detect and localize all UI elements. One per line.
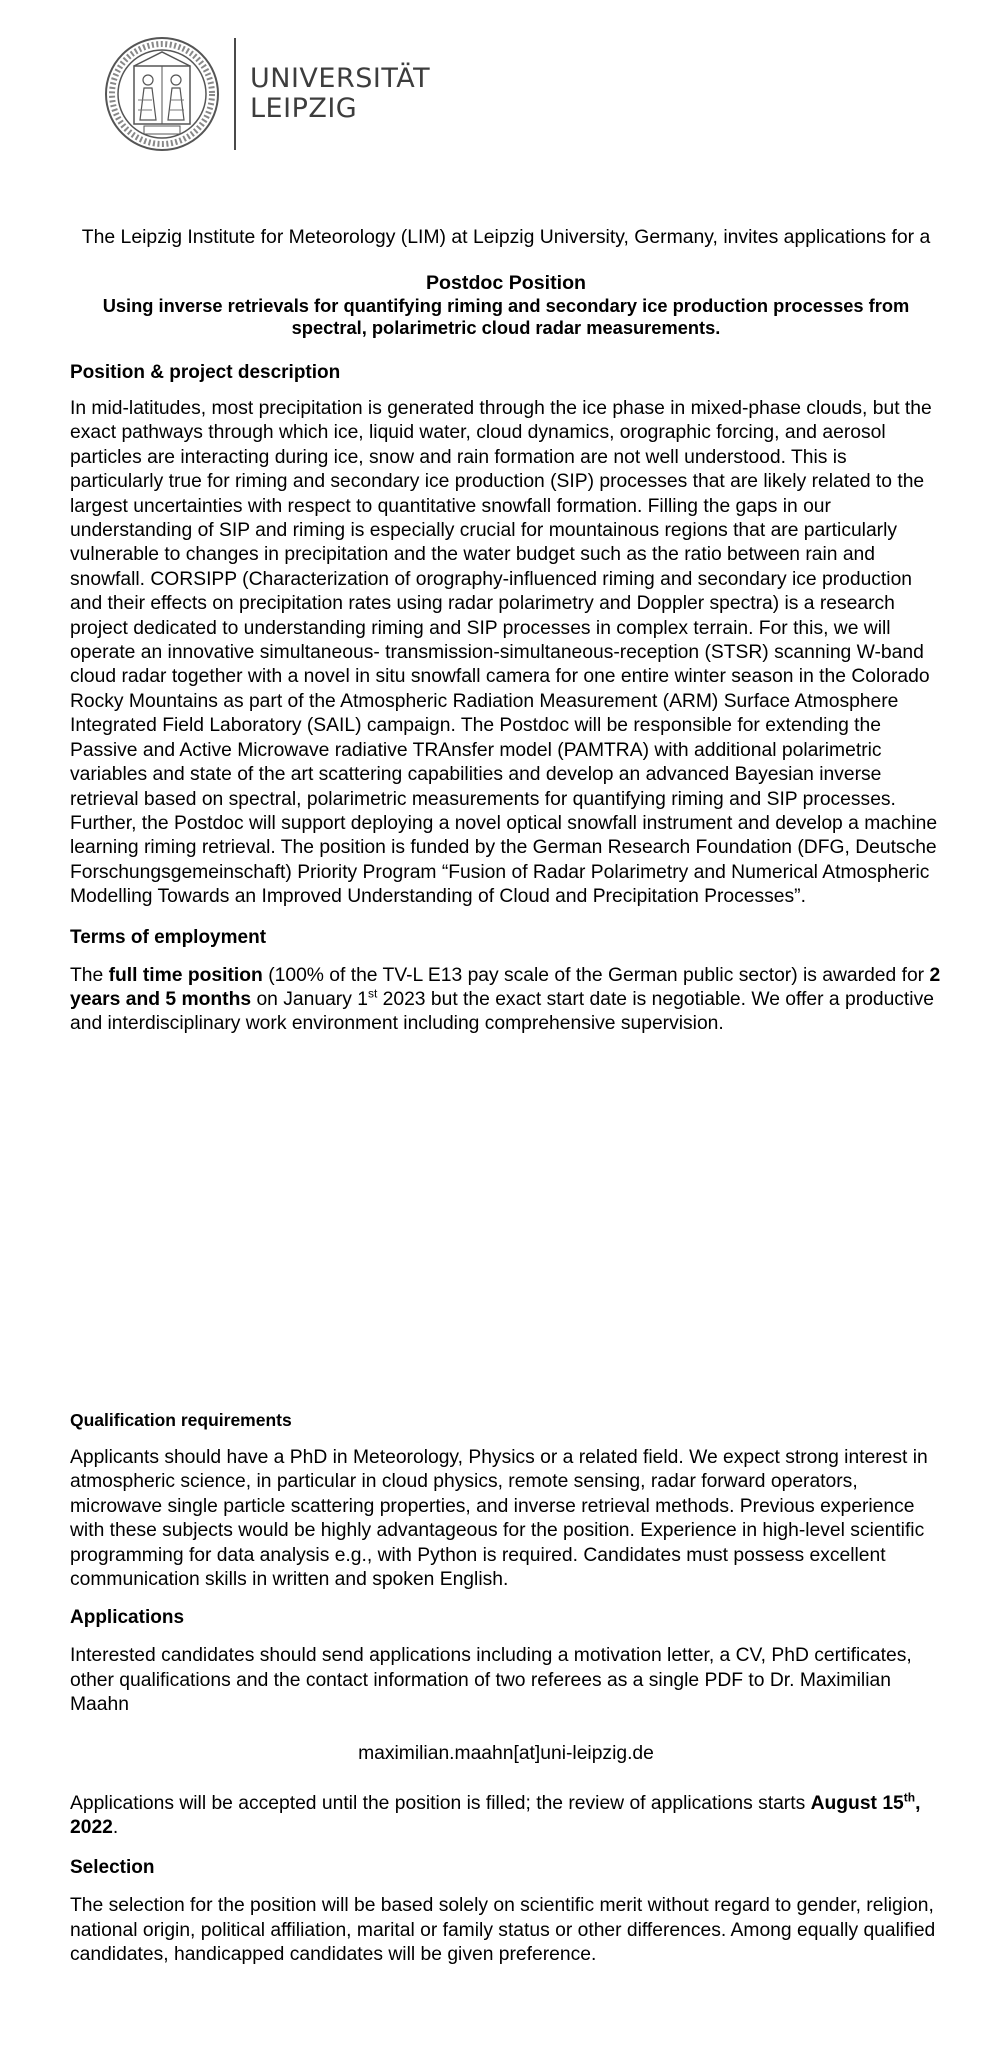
deadline-text: Applications will be accepted until the position is filled; the review of applications starts xyxy=(70,1792,811,1814)
terms-text-3: on January 1 xyxy=(251,988,368,1010)
terms-fulltime: full time position xyxy=(108,964,263,986)
terms-description xyxy=(70,964,942,1037)
section-applications xyxy=(70,1606,942,1840)
terms-text-2: (100% of the TV-L E13 pay scale of the German public sector) is awarded for xyxy=(262,964,930,986)
deadline-date-year: , 2022 xyxy=(70,1792,921,1839)
section-position xyxy=(70,361,942,910)
wordmark-line-1: UNIVERSITÄT xyxy=(250,63,431,94)
university-wordmark xyxy=(250,64,430,124)
section-qualification xyxy=(70,1408,942,1592)
qualification-text: Applicants should have a PhD in Meteorology, Physics or a related field. We expect strong interest in atmospheric science, in particular in cloud physics, remote sensing, radar forward operators, microwave single particle scattering properties, and inverse retrieval methods. Previous experience with these subjects would be highly advantageous for the position. Experience in high-level scientific programming for data analysis e.g., with Python is required. Candidates must possess excellent communication skills in written and spoken English. xyxy=(70,1447,928,1591)
qualification-heading: Qualification requirements xyxy=(70,1410,292,1430)
contact-email[interactable]: maximilian.maahn[at]uni-leipzig.de xyxy=(358,1742,654,1764)
selection-text: The selection for the position will be based solely on scientific merit without regard to gender, religion, national origin, political affiliation, marital or family status or other differences. Among equally qualified candidates, handicapped candidates will be given preference. xyxy=(70,1895,936,1966)
terms-duration: 2 years and 5 months xyxy=(70,964,941,1010)
terms-heading: Terms of employment xyxy=(70,926,267,948)
terms-text-4: 2023 but the exact start date is negotiable. We offer a productive and interdisciplinary work environment including comprehensive supervision. xyxy=(70,988,934,1035)
lower-content xyxy=(70,1408,942,1968)
deadline-end: . xyxy=(112,1817,119,1839)
intro-text: The Leipzig Institute for Meteorology (LIM) at Leipzig University, Germany, invites applications for a xyxy=(81,226,931,248)
position-subtitle: Using inverse retrievals for quantifying riming and secondary ice production processes from spectral, polarimetric cloud radar measurements. xyxy=(102,295,910,338)
position-heading: Position & project description xyxy=(70,362,341,383)
university-seal-icon xyxy=(104,36,220,152)
applications-deadline xyxy=(70,1792,942,1841)
wordmark-line-2: LEIPZIG xyxy=(250,93,358,124)
terms-ordinal: st xyxy=(367,986,378,1001)
applications-text: Interested candidates should send applications including a motivation letter, a CV, PhD certificates, other qualifications and the contact information of two referees as a single PDF to Dr. Maximilian Maahn xyxy=(70,1645,912,1716)
page-title: Postdoc Position xyxy=(425,272,587,294)
applications-heading: Applications xyxy=(70,1607,185,1629)
position-description: In mid-latitudes, most precipitation is generated through the ice phase in mixed-phase clouds, but the exact pathways through which ice, liquid water, cloud dynamics, orographic forcing, and aerosol particles are interacting during ice, snow and rain formation are not well understood. This is particularly true for riming and secondary ice production (SIP) processes that are likely related to the largest uncertainties with respect to quantitative snowfall formation. Filling the gaps in our understanding of SIP and riming is especially crucial for mountainous regions that are particularly vulnerable to changes in precipitation and the water budget such as the ratio between rain and snowfall. CORSIPP (Characterization of orography-influenced riming and secondary ice production and their effects on precipitation rates using radar polarimetry and Doppler spectra) is a research project dedicated to understanding riming and SIP processes in complex terrain. For this, we will operate an innovative simultaneous- transmission-simultaneous-reception (STSR) scanning W-band cloud radar together with a novel in situ snowfall camera for one entire winter season in the Colorado Rocky Mountains as part of the Atmospheric Radiation Measurement (ARM) Surface Atmosphere Integrated Field Laboratory (SAIL) campaign. The Postdoc will be responsible for extending the Passive and Active Microwave radiative TRAnsfer model (PAMTRA) with additional polarimetric variables and state of the art scattering capabilities and develop an advanced Bayesian inverse retrieval based on spectral, polarimetric measurements for quantifying riming and SIP processes. Further, the Postdoc will support deploying a novel optical snowfall instrument and develop a machine learning riming retrieval. The position is funded by the German Research Foundation (DFG, Deutsche Forschungsgemeinschaft) Priority Program “Fusion of Radar Polarimetry and Numerical Atmospheric Modelling Towards an Improved Understanding of Cloud and Precipitation Processes”. xyxy=(70,398,938,908)
posting-content xyxy=(70,225,942,1037)
section-selection xyxy=(70,1856,942,1967)
terms-text-1: The xyxy=(70,964,109,986)
selection-heading: Selection xyxy=(70,1857,155,1879)
deadline-ordinal: th xyxy=(903,1790,916,1805)
deadline-date-month: August 15 xyxy=(810,1792,904,1814)
logo-divider xyxy=(234,38,236,150)
section-terms xyxy=(70,926,942,1037)
